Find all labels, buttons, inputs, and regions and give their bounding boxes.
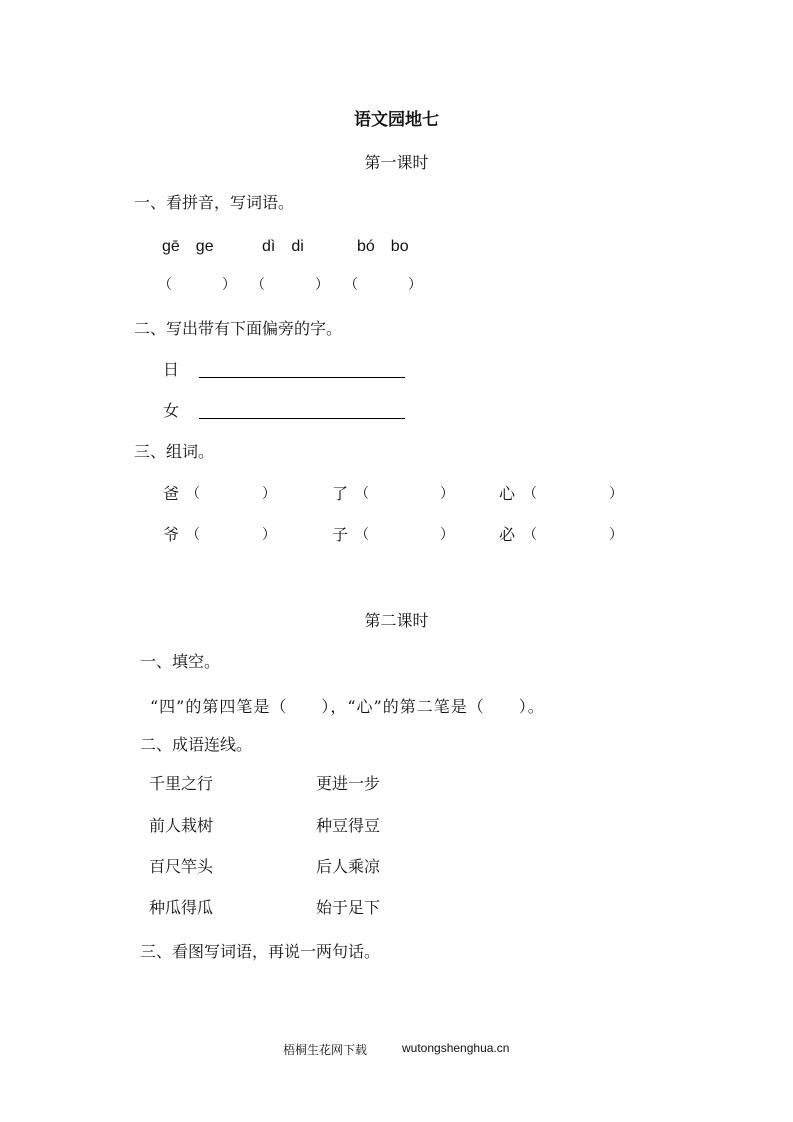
paren-close[interactable]: ） [262, 527, 276, 543]
footer-site-name: 梧桐生花网下载 [283, 1043, 368, 1057]
paren-open[interactable]: （ [523, 486, 537, 502]
paren-open[interactable]: （ [523, 527, 537, 543]
idiom-left-4[interactable]: 种瓜得瓜 [149, 898, 214, 917]
word-char-xin: 心 [499, 484, 516, 503]
lesson2-q2-label: 二、成语连线。 [140, 735, 253, 754]
answer-line-nv[interactable] [199, 418, 405, 419]
lesson2-heading: 第二课时 [364, 611, 429, 630]
paren-open[interactable]: （ [186, 527, 200, 543]
pinyin-bobo: bó bo [357, 238, 409, 255]
paren-close[interactable]: ） [440, 486, 454, 502]
footer-url[interactable]: wutongshenghua.cn [402, 1041, 510, 1055]
paren-open[interactable]: （ [355, 486, 369, 502]
paren-close[interactable]: ） [609, 527, 623, 543]
word-char-le: 了 [332, 484, 349, 503]
lesson2-q3-label: 三、看图写词语，再说一两句话。 [140, 942, 381, 961]
answer-line-ri[interactable] [199, 377, 405, 378]
idiom-left-2[interactable]: 前人栽树 [149, 816, 214, 835]
lesson1-q3-label: 三、组词。 [134, 442, 215, 461]
paren-close[interactable]: ） [609, 486, 623, 502]
pinyin-didi: dì di [262, 238, 304, 255]
lesson2-q1-label: 一、填空。 [140, 652, 221, 671]
word-char-zi: 子 [332, 525, 349, 544]
idiom-right-3[interactable]: 后人乘凉 [316, 857, 381, 876]
paren-open[interactable]: （ [355, 527, 369, 543]
idiom-right-1[interactable]: 更进一步 [316, 774, 381, 793]
idiom-right-4[interactable]: 始于足下 [316, 898, 381, 917]
answer-blank-2[interactable]: （ ） [251, 277, 331, 293]
paren-close[interactable]: ） [262, 486, 276, 502]
radical-nv: 女 [163, 401, 180, 420]
answer-blank-3[interactable]: （ ） [344, 277, 424, 293]
paren-close[interactable]: ） [440, 527, 454, 543]
pinyin-gege: gē ge [162, 238, 214, 255]
word-char-ye: 爷 [163, 525, 180, 544]
lesson1-q1-label: 一、看拼音，写词语。 [134, 193, 295, 212]
idiom-right-2[interactable]: 种豆得豆 [316, 816, 381, 835]
answer-blank-1[interactable]: （ ） [158, 277, 238, 293]
idiom-left-3[interactable]: 百尺竿头 [149, 857, 214, 876]
word-char-bi: 必 [499, 525, 516, 544]
radical-ri: 日 [163, 360, 180, 379]
idiom-left-1[interactable]: 千里之行 [149, 774, 214, 793]
page-title: 语文园地七 [354, 110, 439, 130]
word-char-ba: 爸 [163, 484, 180, 503]
lesson1-heading: 第一课时 [364, 153, 429, 172]
lesson1-q2-label: 二、写出带有下面偏旁的字。 [134, 319, 343, 338]
paren-open[interactable]: （ [186, 486, 200, 502]
fill-blank-sentence: “四”的第四笔是（ ），“心”的第二笔是（ ）。 [150, 697, 545, 716]
